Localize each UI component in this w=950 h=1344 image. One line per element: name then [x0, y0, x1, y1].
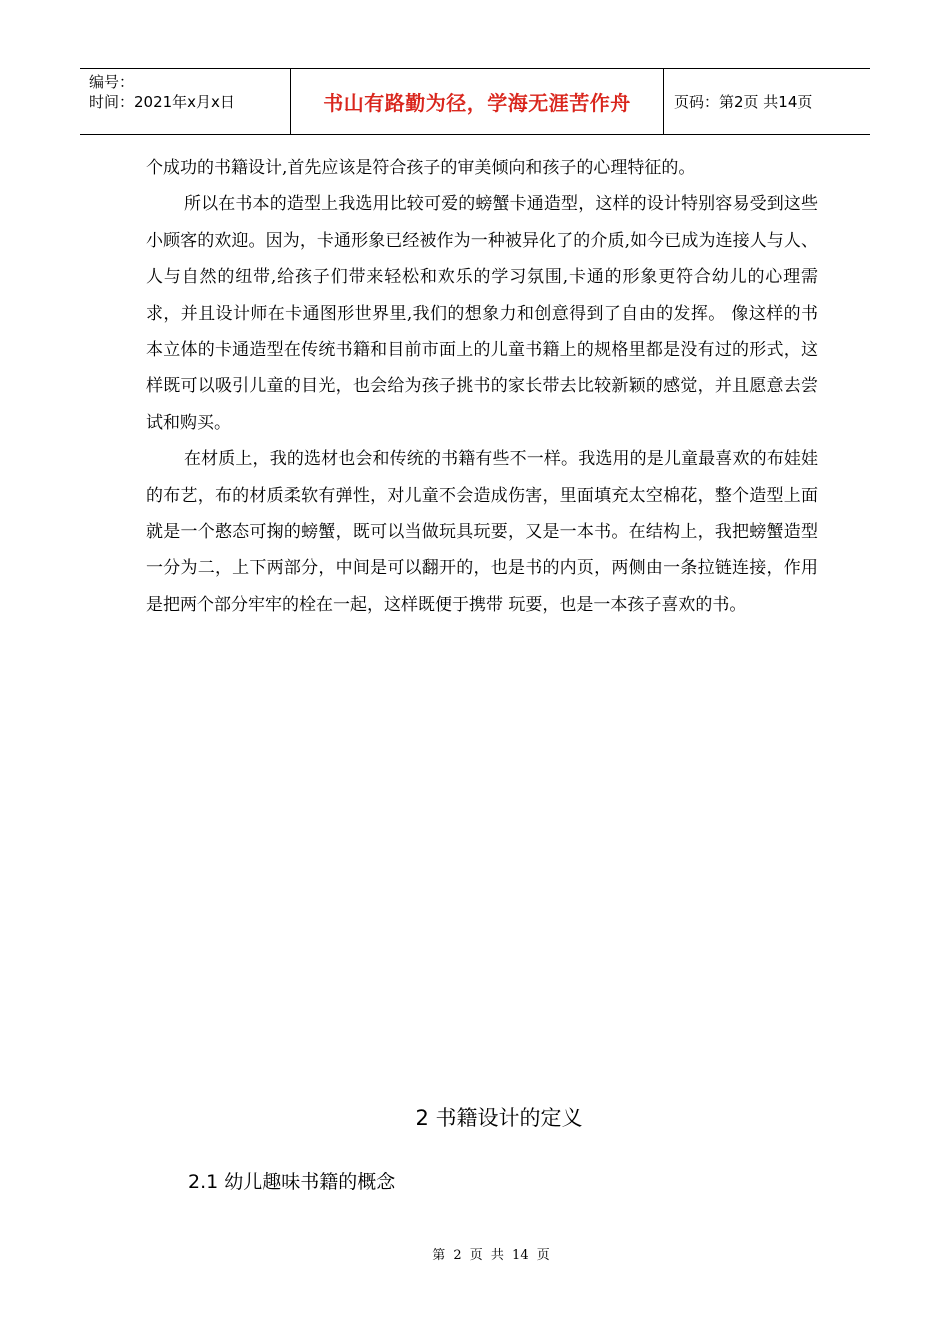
page-header — [80, 68, 870, 135]
header-meta-cell — [80, 69, 291, 135]
header-motto: 书山有路勤为径，学海无涯苦作舟 — [291, 69, 664, 135]
subsection-heading: 2.1 幼儿趣味书籍的概念 — [188, 1171, 396, 1193]
paragraph-3: 在材质上，我的选材也会和传统的书籍有些不一样。我选用的是儿童最喜欢的布娃娃的布艺，布的材质柔软有弹性，对儿童不会造成伤害，里面填充太空棉花，整个造型上面就是一个憨态可掬的螃蟹，既可以当做玩具玩要，又是一本书。在结构上，我把螃蟹造型 一分为二，上下两部分，中间是可以翻开的，也是书的内页，两侧由一条拉链连接，作用是把两个部分牢牢的栓在一起，这样既便于携带 玩要，也是一本孩子喜欢的书。 — [146, 449, 818, 615]
header-page-info: 页码：第2页 共14页 — [664, 69, 871, 135]
serial-number-label: 编号： — [89, 73, 135, 91]
body-text — [146, 150, 818, 623]
date-label: 时间：2021年x月x日 — [89, 93, 235, 111]
paragraph-1: 个成功的书籍设计,首先应该是符合孩子的审美倾向和孩子的心理特征的。 — [146, 158, 696, 178]
page-footer: 第 2 页 共 14 页 — [432, 1248, 550, 1263]
paragraph-2: 所以在书本的造型上我选用比较可爱的螃蟹卡通造型，这样的设计特别容易受到这些小顾客的欢迎。因为，卡通形象已经被作为一种被异化了的介质,如今已成为连接人与人、人与自然的纽带,给孩子们带来轻松和欢乐的学习氛围,卡通的形象更符合幼儿的心理需求，并且设计师在卡通图形世界里,我们的想象力和创意得到了自由的发挥。 像这样的书本立体的卡通造型在传统书籍和目前市面上的儿童书籍上的规格里都是没有过的形式，这样既可以吸引儿童的目光，也会给为孩子挑书的家长带去比较新颖的感觉，并且愿意去尝试和购买。 — [146, 194, 818, 433]
section-heading: 2 书籍设计的定义 — [415, 1106, 583, 1130]
